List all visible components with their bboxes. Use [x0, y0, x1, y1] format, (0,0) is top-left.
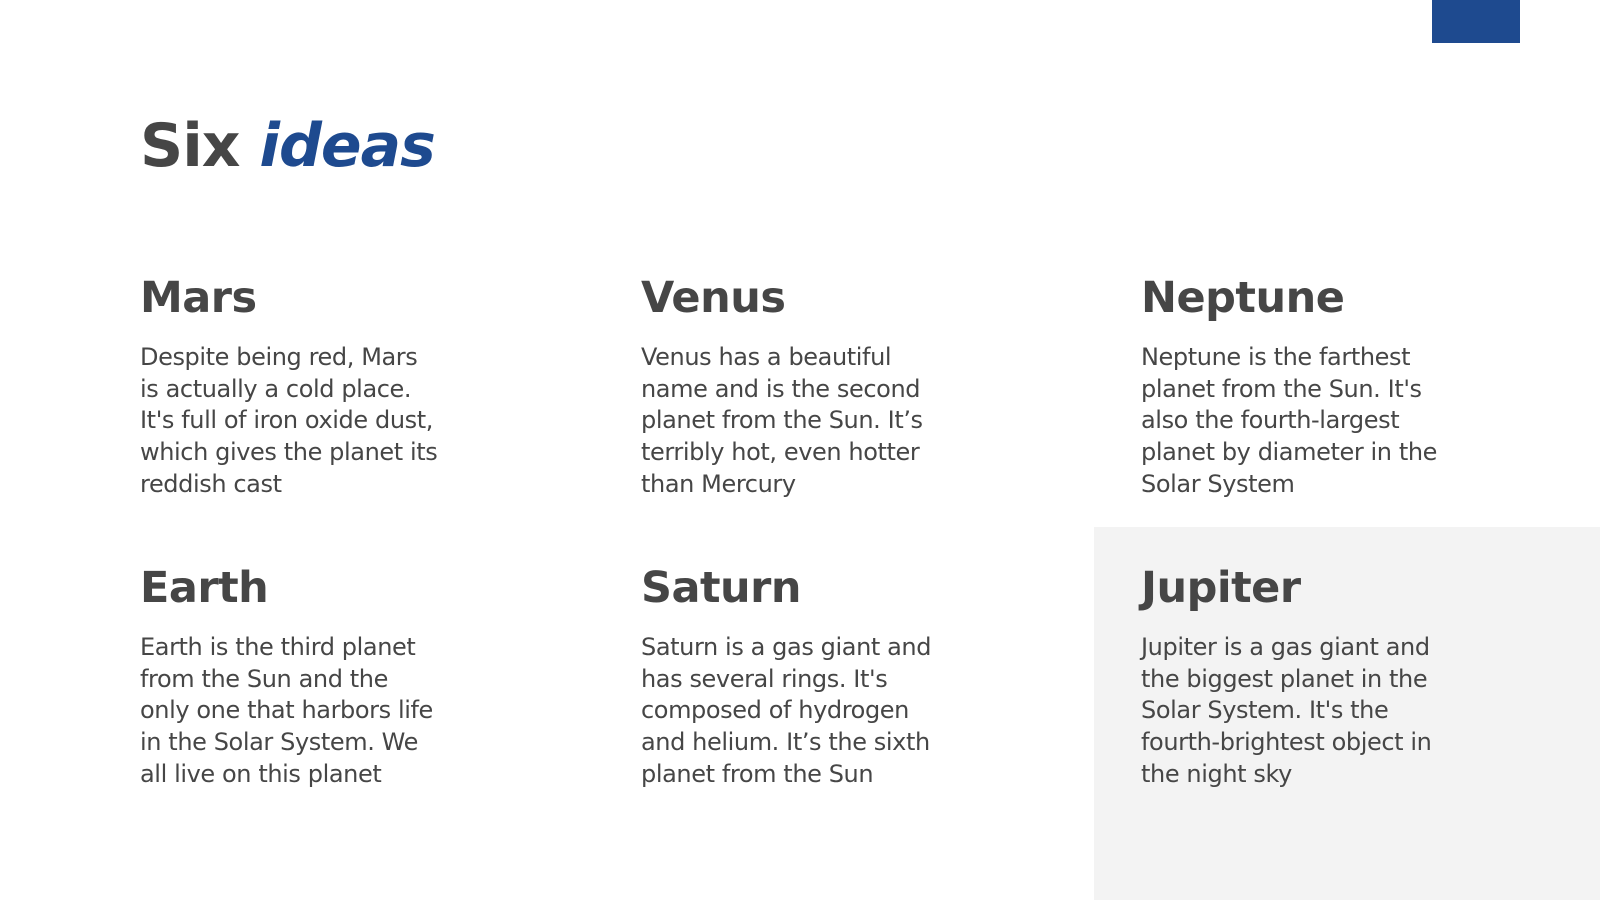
- idea-heading: Saturn: [641, 563, 801, 613]
- idea-description: Venus has a beautiful name and is the second planet from the Sun. It’s terribly hot, even hotter than Mercury: [641, 343, 923, 498]
- idea-heading: Earth: [140, 563, 269, 613]
- idea-card-jupiter: [1141, 558, 1481, 791]
- accent-rectangle: [1432, 0, 1520, 43]
- title-plain: Six: [140, 111, 240, 181]
- idea-card-mars: [140, 268, 480, 501]
- idea-heading: Venus: [641, 273, 786, 323]
- idea-heading: Mars: [140, 273, 257, 323]
- idea-card-venus: [641, 268, 981, 501]
- idea-heading: Neptune: [1141, 273, 1345, 323]
- idea-heading: Jupiter: [1141, 563, 1301, 613]
- idea-description: Earth is the third planet from the Sun and the only one that harbors life in the Solar System. We all live on this planet: [140, 633, 433, 788]
- idea-card-neptune: [1141, 268, 1481, 501]
- slide-title: [140, 108, 435, 184]
- idea-description: Neptune is the farthest planet from the Sun. It's also the fourth-largest planet by diameter in the Solar System: [1141, 343, 1438, 498]
- idea-card-saturn: [641, 558, 981, 791]
- title-emphasis: ideas: [259, 111, 435, 181]
- idea-card-earth: [140, 558, 480, 791]
- idea-description: Jupiter is a gas giant and the biggest planet in the Solar System. It's the fourth-brightest object in the night sky: [1141, 633, 1432, 788]
- idea-description: Despite being red, Mars is actually a cold place. It's full of iron oxide dust, which gives the planet its reddish cast: [140, 343, 438, 498]
- idea-description: Saturn is a gas giant and has several rings. It's composed of hydrogen and helium. It’s the sixth planet from the Sun: [641, 633, 932, 788]
